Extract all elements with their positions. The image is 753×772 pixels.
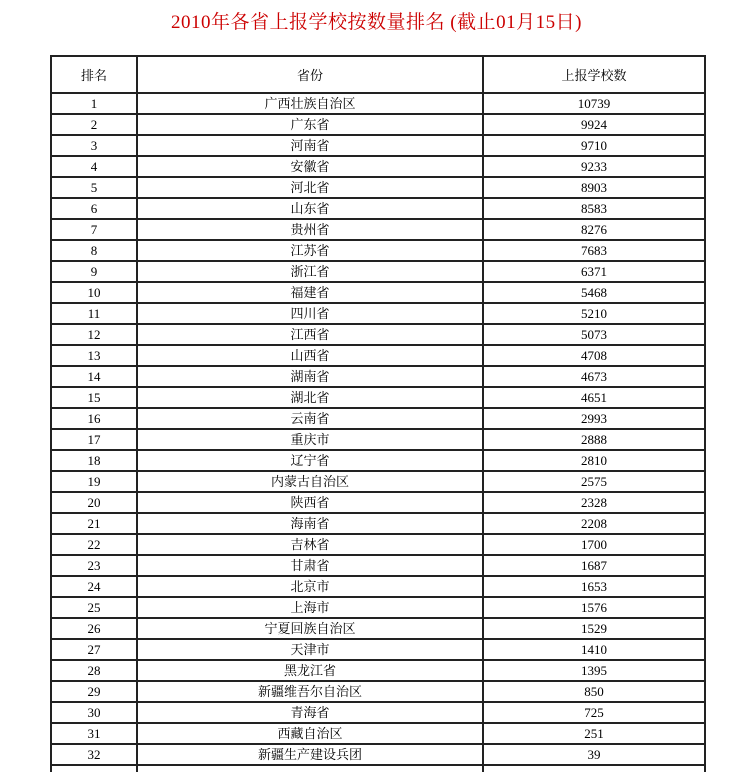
table-row (51, 513, 705, 534)
rank-cell: 29 (51, 681, 137, 702)
rank-cell: 21 (51, 513, 137, 534)
province-cell: 浙江省 (137, 261, 483, 282)
table-row (51, 429, 705, 450)
table-row (51, 723, 705, 744)
count-cell: 1410 (483, 639, 705, 660)
province-cell: 上海市 (137, 597, 483, 618)
count-cell: 5073 (483, 324, 705, 345)
count-cell: 1576 (483, 597, 705, 618)
province-cell: 天津市 (137, 639, 483, 660)
count-cell: 2208 (483, 513, 705, 534)
count-cell: 6371 (483, 261, 705, 282)
province-cell: 江苏省 (137, 240, 483, 261)
province-cell: 安徽省 (137, 156, 483, 177)
table-row (51, 177, 705, 198)
header-province: 省份 (137, 56, 483, 93)
table-row (51, 660, 705, 681)
count-cell: 1529 (483, 618, 705, 639)
province-cell: 江西省 (137, 324, 483, 345)
rank-cell: 26 (51, 618, 137, 639)
province-cell: 宁夏回族自治区 (137, 618, 483, 639)
province-cell: 山西省 (137, 345, 483, 366)
table-row (51, 618, 705, 639)
table-row (51, 450, 705, 471)
count-cell: 5468 (483, 282, 705, 303)
province-cell: 新疆生产建设兵团 (137, 744, 483, 765)
table-row (51, 240, 705, 261)
province-cell: 青海省 (137, 702, 483, 723)
table-row (51, 408, 705, 429)
table-row (51, 282, 705, 303)
count-cell: 4651 (483, 387, 705, 408)
province-cell: 湖北省 (137, 387, 483, 408)
table-row (51, 366, 705, 387)
count-cell: 2993 (483, 408, 705, 429)
province-cell: 四川省 (137, 303, 483, 324)
table-row (51, 681, 705, 702)
count-cell: 1687 (483, 555, 705, 576)
count-cell: 39 (483, 744, 705, 765)
province-cell: 河南省 (137, 135, 483, 156)
rank-cell: 16 (51, 408, 137, 429)
table-row (51, 156, 705, 177)
province-cell: 贵州省 (137, 219, 483, 240)
table-row (51, 114, 705, 135)
table-row (51, 219, 705, 240)
rank-cell: 32 (51, 744, 137, 765)
table-row (51, 303, 705, 324)
table-row (51, 744, 705, 765)
count-cell: 850 (483, 681, 705, 702)
rank-cell: 6 (51, 198, 137, 219)
rank-cell: 17 (51, 429, 137, 450)
count-cell: 2810 (483, 450, 705, 471)
rank-cell: 11 (51, 303, 137, 324)
table-head (51, 56, 705, 93)
table-body (51, 93, 705, 772)
empty-cell (483, 765, 705, 772)
province-cell: 福建省 (137, 282, 483, 303)
rank-cell: 20 (51, 492, 137, 513)
province-cell: 广西壮族自治区 (137, 93, 483, 114)
province-cell: 内蒙古自治区 (137, 471, 483, 492)
rank-cell: 4 (51, 156, 137, 177)
rank-cell: 12 (51, 324, 137, 345)
rank-cell: 10 (51, 282, 137, 303)
table-row (51, 639, 705, 660)
count-cell: 1395 (483, 660, 705, 681)
rank-cell: 27 (51, 639, 137, 660)
table-row (51, 702, 705, 723)
table-row (51, 198, 705, 219)
count-cell: 2888 (483, 429, 705, 450)
rank-cell: 3 (51, 135, 137, 156)
empty-cell (51, 765, 137, 772)
province-cell: 湖南省 (137, 366, 483, 387)
rank-cell: 18 (51, 450, 137, 471)
rank-cell: 8 (51, 240, 137, 261)
count-cell: 9710 (483, 135, 705, 156)
rank-cell: 15 (51, 387, 137, 408)
rank-cell: 7 (51, 219, 137, 240)
count-cell: 8903 (483, 177, 705, 198)
province-cell: 河北省 (137, 177, 483, 198)
count-cell: 8276 (483, 219, 705, 240)
table-row (51, 534, 705, 555)
province-cell: 山东省 (137, 198, 483, 219)
rank-cell: 14 (51, 366, 137, 387)
table-row (51, 93, 705, 114)
rank-cell: 28 (51, 660, 137, 681)
count-cell: 725 (483, 702, 705, 723)
rank-cell: 13 (51, 345, 137, 366)
province-cell: 西藏自治区 (137, 723, 483, 744)
count-cell: 2575 (483, 471, 705, 492)
count-cell: 251 (483, 723, 705, 744)
province-cell: 吉林省 (137, 534, 483, 555)
province-cell: 甘肃省 (137, 555, 483, 576)
rank-cell: 30 (51, 702, 137, 723)
count-cell: 1700 (483, 534, 705, 555)
count-cell: 2328 (483, 492, 705, 513)
rank-cell: 23 (51, 555, 137, 576)
rank-cell: 2 (51, 114, 137, 135)
rank-cell: 9 (51, 261, 137, 282)
province-cell: 海南省 (137, 513, 483, 534)
table-row (51, 345, 705, 366)
header-rank: 排名 (51, 56, 137, 93)
province-cell: 云南省 (137, 408, 483, 429)
count-cell: 1653 (483, 576, 705, 597)
rank-cell: 24 (51, 576, 137, 597)
table-row (51, 135, 705, 156)
province-cell: 广东省 (137, 114, 483, 135)
ranking-table (50, 55, 706, 772)
table-row (51, 471, 705, 492)
table-row (51, 387, 705, 408)
province-cell: 北京市 (137, 576, 483, 597)
table-row (51, 261, 705, 282)
table-row (51, 492, 705, 513)
count-cell: 7683 (483, 240, 705, 261)
count-cell: 8583 (483, 198, 705, 219)
rank-cell: 31 (51, 723, 137, 744)
partial-cutoff-row (51, 765, 705, 772)
page-title: 2010年各省上报学校按数量排名 (截止01月15日) (171, 12, 582, 33)
table-header-row (51, 56, 705, 93)
table-row (51, 555, 705, 576)
count-cell: 5210 (483, 303, 705, 324)
rank-cell: 22 (51, 534, 137, 555)
province-cell: 陕西省 (137, 492, 483, 513)
table-row (51, 597, 705, 618)
count-cell: 4673 (483, 366, 705, 387)
header-count: 上报学校数 (483, 56, 705, 93)
table-row (51, 576, 705, 597)
rank-cell: 19 (51, 471, 137, 492)
count-cell: 9924 (483, 114, 705, 135)
count-cell: 9233 (483, 156, 705, 177)
count-cell: 10739 (483, 93, 705, 114)
rank-cell: 25 (51, 597, 137, 618)
province-cell: 辽宁省 (137, 450, 483, 471)
count-cell: 4708 (483, 345, 705, 366)
table-row (51, 324, 705, 345)
province-cell: 黑龙江省 (137, 660, 483, 681)
rank-cell: 5 (51, 177, 137, 198)
rank-cell: 1 (51, 93, 137, 114)
province-cell: 新疆维吾尔自治区 (137, 681, 483, 702)
empty-cell (137, 765, 483, 772)
province-cell: 重庆市 (137, 429, 483, 450)
